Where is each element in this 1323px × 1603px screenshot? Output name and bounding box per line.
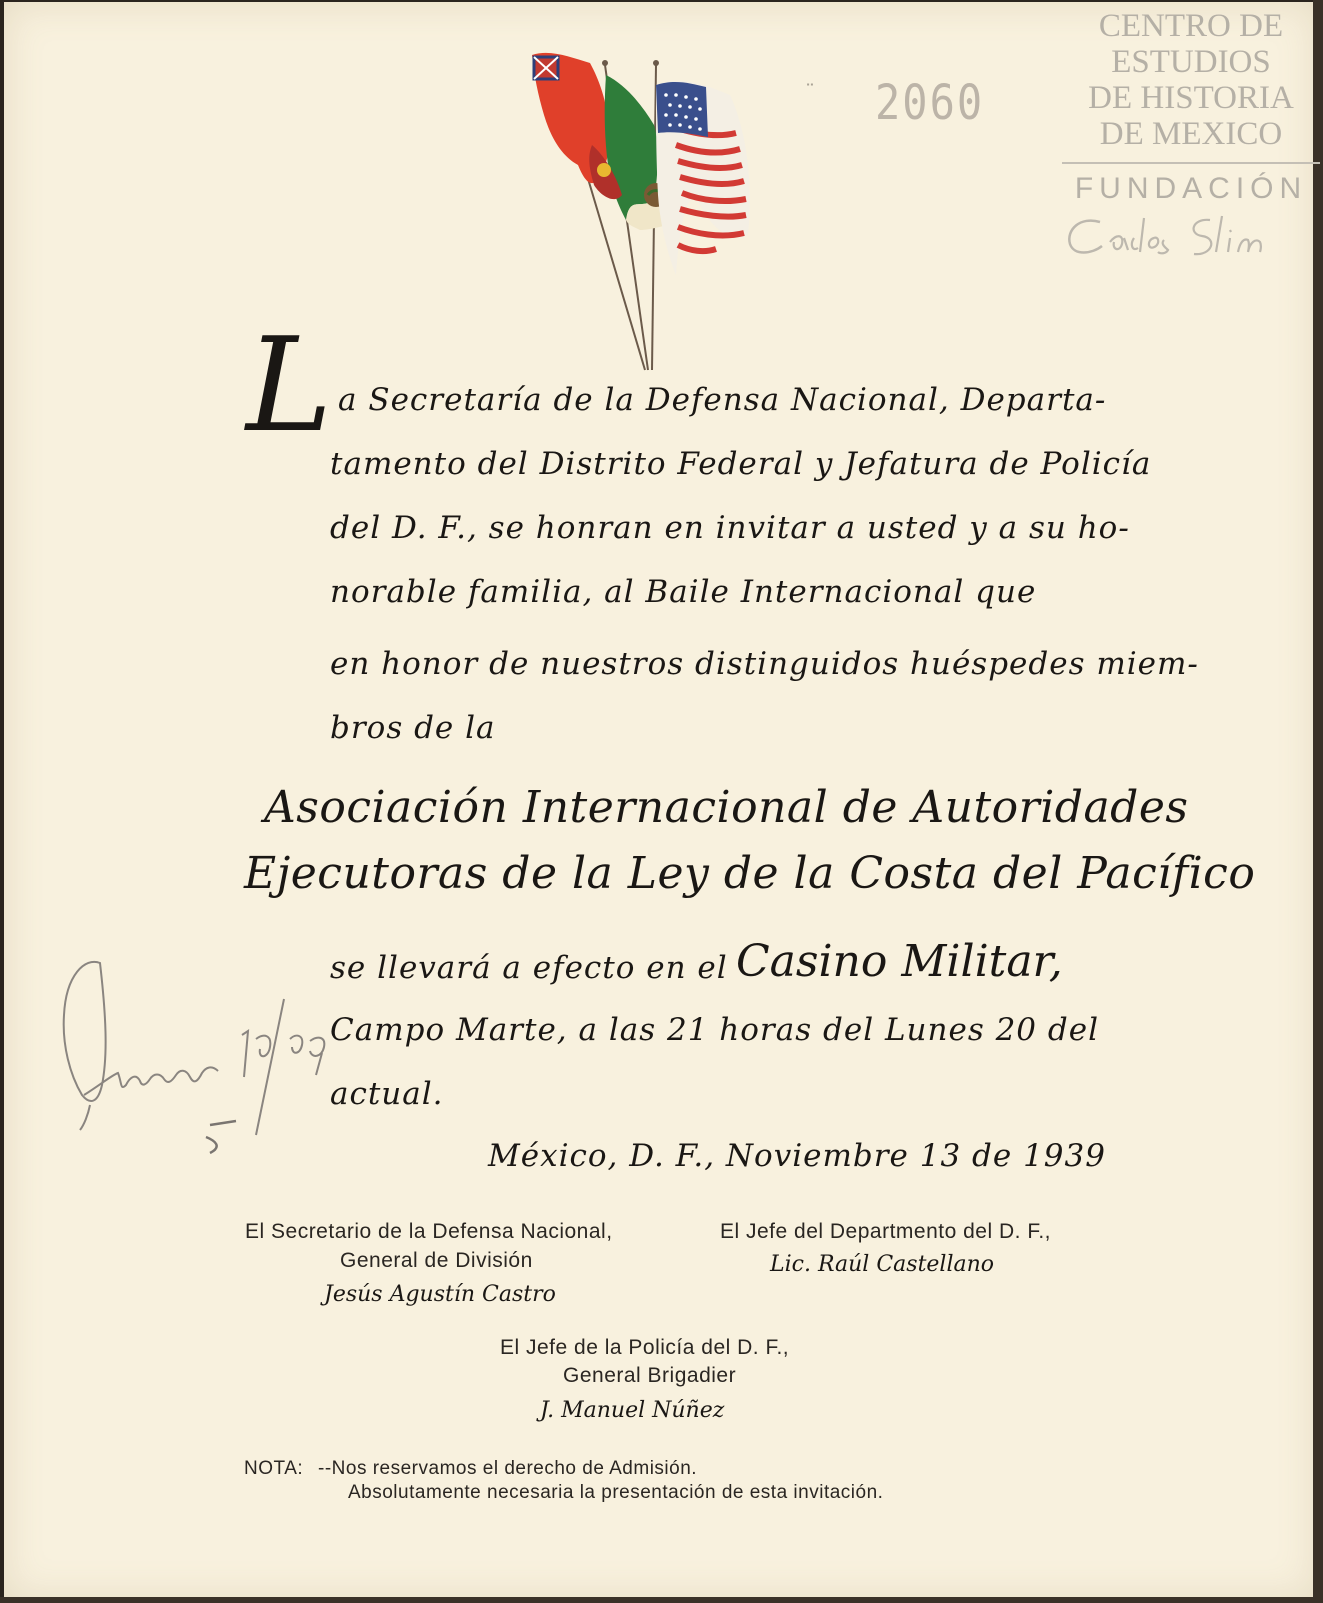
left-signatory-name: Jesús Agustín Castro [324,1282,556,1307]
flag-pole-finial [653,60,659,66]
scan-border-bottom [0,1597,1323,1603]
association-name-line-1: Asociación Internacional de Autoridades [264,782,1189,833]
archive-watermark [1060,8,1322,264]
invitation-line: bros de la [330,710,496,746]
invitation-line: del D. F., se honran en invitar a usted y a su ho- [330,510,1130,546]
archive-stamp-number: 2060 [875,74,985,131]
handwritten-annotation [60,955,340,1185]
venue-line: actual. [330,1076,444,1112]
center-signatory-rank: General Brigadier [563,1364,737,1387]
note-line-2: Absolutamente necesaria la presentación de esta invitación. [348,1482,884,1503]
invitation-line: en honor de nuestros distinguidos huéspedes miem- [330,646,1199,682]
watermark-foundation: FUNDACIÓN [1074,172,1308,205]
flag-pole-finial [602,60,608,66]
right-signatory-title: El Jefe del Departmento del D. F., [720,1220,1051,1243]
united-states-flag-icon [656,81,750,275]
watermark-line: ESTUDIOS [1111,44,1271,80]
center-signatory-name: J. Manuel Núñez [540,1398,725,1423]
watermark-divider [1062,162,1320,164]
venue-line: Campo Marte, a las 21 horas del Lunes 20 del [330,1012,1099,1048]
flags-illustration [530,45,770,375]
invitation-line: norable familia, al Baile Internacional que [330,574,1037,610]
watermark-line: DE MEXICO [1099,116,1283,152]
center-signatory-title: El Jefe de la Policía del D. F., [500,1336,790,1359]
right-signatory-name: Lic. Raúl Castellano [770,1252,995,1277]
note-label: NOTA: [244,1458,304,1479]
drop-cap-letter: L [246,309,333,461]
foundation-signature-logo [1060,208,1310,264]
watermark-line: CENTRO DE [1098,8,1284,44]
left-signatory-rank: General de División [340,1249,533,1272]
date-place-line: México, D. F., Noviembre 13 de 1939 [488,1138,1106,1174]
stamp-mark: ¨ [805,80,815,104]
venue-intro: se llevará a efecto en el [330,950,728,986]
venue-name: Casino Militar, [736,936,1063,987]
note-line-1: --Nos reservamos el derecho de Admisión. [318,1458,698,1479]
left-signatory-title: El Secretario de la Defensa Nacional, [245,1220,613,1243]
watermark-line: DE HISTORIA [1088,80,1294,116]
invitation-line: tamento del Distrito Federal y Jefatura de Policía [330,446,1152,482]
invitation-line: a Secretaría de la Defensa Nacional, Departa- [338,382,1107,418]
association-name-line-2: Ejecutoras de la Ley de la Costa del Pacífico [244,848,1256,899]
